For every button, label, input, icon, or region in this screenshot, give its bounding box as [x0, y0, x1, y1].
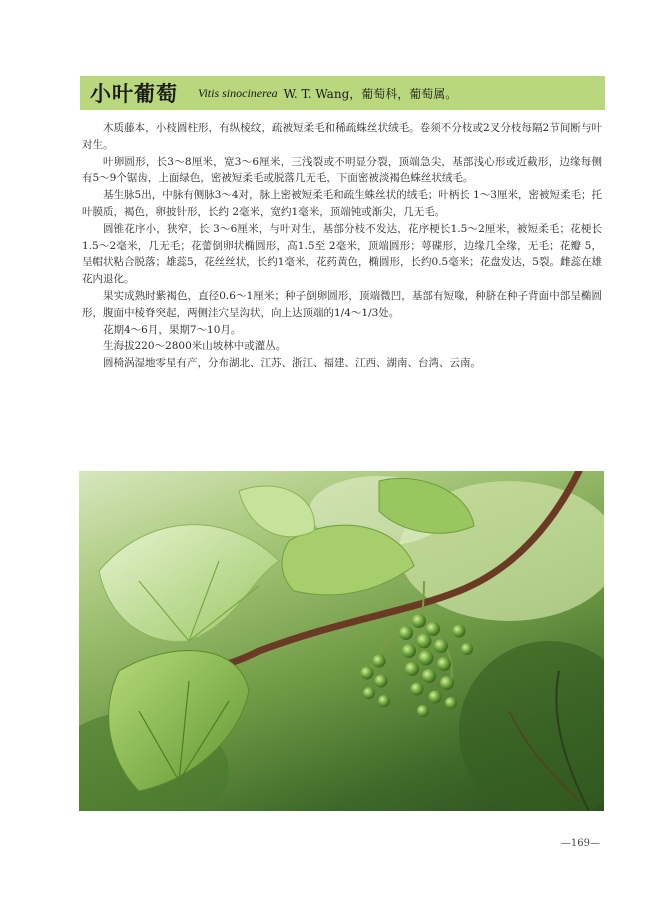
grape-vine-illustration: [79, 471, 604, 811]
paragraph-fruit: 果实成熟时紫褐色，直径0.6～1厘米；种子倒卵圆形，顶端微凹，基部有短喙，种脐在种子背面中部呈椭圆形，腹面中棱脊突起，两侧洼穴呈沟状，向上达顶端的1/4～1/3处。: [82, 289, 602, 319]
paragraph-leaf: 叶卵圆形，长3～8厘米，宽3～6厘米，三浅裂或不明显分裂，顶端急尖，基部浅心形或近截形，边缘每侧有5～9个锯齿，上面绿色，密被短柔毛或脱落几无毛，下面密被淡褐色蛛丝状绒毛。: [82, 155, 602, 185]
species-name-chinese: 小叶葡萄: [90, 82, 178, 106]
grape-vine-photo: [79, 471, 604, 811]
paragraph-inflorescence: 圆锥花序小，狭窄，长 3～6厘米，与叶对生，基部分枝不发达，花序梗长1.5～2厘米，被短柔毛；花梗长1.5～2毫米，几无毛；花蕾倒卵状椭圆形，高1.5至 2毫米，顶端圆形；萼碟形，边缘几全缘，无毛；花瓣 5，呈帽状粘合脱落；雄蕊5，花丝丝状，长约1毫米，花药黄色，椭圆形，长约0.5毫米；花盘发达，5裂。雌蕊在雄花内退化。: [82, 222, 602, 286]
page-number: —169—: [560, 838, 600, 849]
species-authority-family: W. T. Wang，葡萄科，葡萄属。: [283, 86, 458, 101]
paragraph-phenology: 花期4～6月，果期7～10月。: [103, 323, 242, 336]
grape-cluster: [361, 614, 474, 717]
paragraph-stem: 木质藤本，小枝圆柱形，有纵棱纹，疏被短柔毛和稀疏蛛丝状绒毛。卷须不分枝或2叉分枝每隔2节间断与叶对生。: [82, 122, 602, 151]
paragraph-habitat: 生海拔220～2800米山坡林中或灌丛。: [103, 340, 287, 353]
title-band: [80, 76, 605, 110]
paragraph-distribution: 圆椅涡湿地零星有产，分布湖北、江苏、浙江、福建、江西、湖南、台湾、云南。: [103, 357, 481, 370]
paragraph-veins: 基生脉5出，中脉有侧脉3～4对，脉上密被短柔毛和疏生蛛丝状的绒毛；叶柄长 1～3厘米，密被短柔毛；托叶膜质，褐色，卵披针形，长约 2毫米，宽约1毫米，顶端钝或渐尖，几无毛。: [82, 189, 602, 218]
species-description: [82, 120, 602, 372]
species-name-latin: Vitis sinocinerea: [198, 85, 278, 100]
